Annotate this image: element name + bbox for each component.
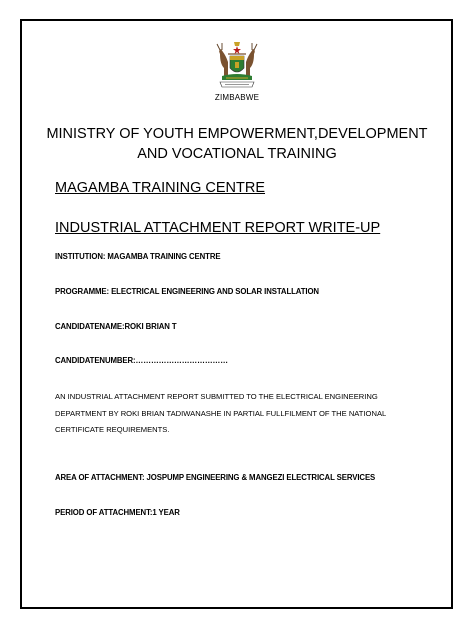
report-abstract: AN INDUSTRIAL ATTACHMENT REPORT SUBMITTED TO THE ELECTRICAL ENGINEERING DEPARTMENT BY ROKI BRIAN TADIWANASHE IN PARTIAL FULLFILMENT OF THE NATIONAL CERTIFICATE REQUIREMENTS. — [55, 392, 386, 434]
programme-field: PROGRAMME: ELECTRICAL ENGINEERING AND SOLAR INSTALLATION — [55, 287, 319, 296]
area-of-attachment-field: AREA OF ATTACHMENT: JOSPUMP ENGINEERING & MANGEZI ELECTRICAL SERVICES — [55, 473, 376, 482]
ministry-line-1: MINISTRY OF YOUTH EMPOWERMENT,DEVELOPMENT — [46, 126, 428, 142]
report-title: INDUSTRIAL ATTACHMENT REPORT WRITE-UP — [55, 220, 381, 236]
document-page-border — [20, 19, 453, 609]
candidate-number-field: CANDIDATENUMBER:……………………………… — [55, 356, 228, 365]
ministry-heading — [0, 124, 474, 164]
training-centre-heading: MAGAMBA TRAINING CENTRE — [55, 180, 266, 196]
period-of-attachment-field: PERIOD OF ATTACHMENT:1 YEAR — [55, 508, 180, 517]
institution-field: INSTITUTION: MAGAMBA TRAINING CENTRE — [55, 252, 221, 261]
candidate-name-field: CANDIDATENAME:ROKI BRIAN T — [55, 322, 177, 331]
ministry-line-2: AND VOCATIONAL TRAINING — [137, 146, 337, 162]
country-label: ZIMBABWE — [214, 93, 260, 102]
zimbabwe-coat-of-arms-icon — [214, 40, 260, 90]
